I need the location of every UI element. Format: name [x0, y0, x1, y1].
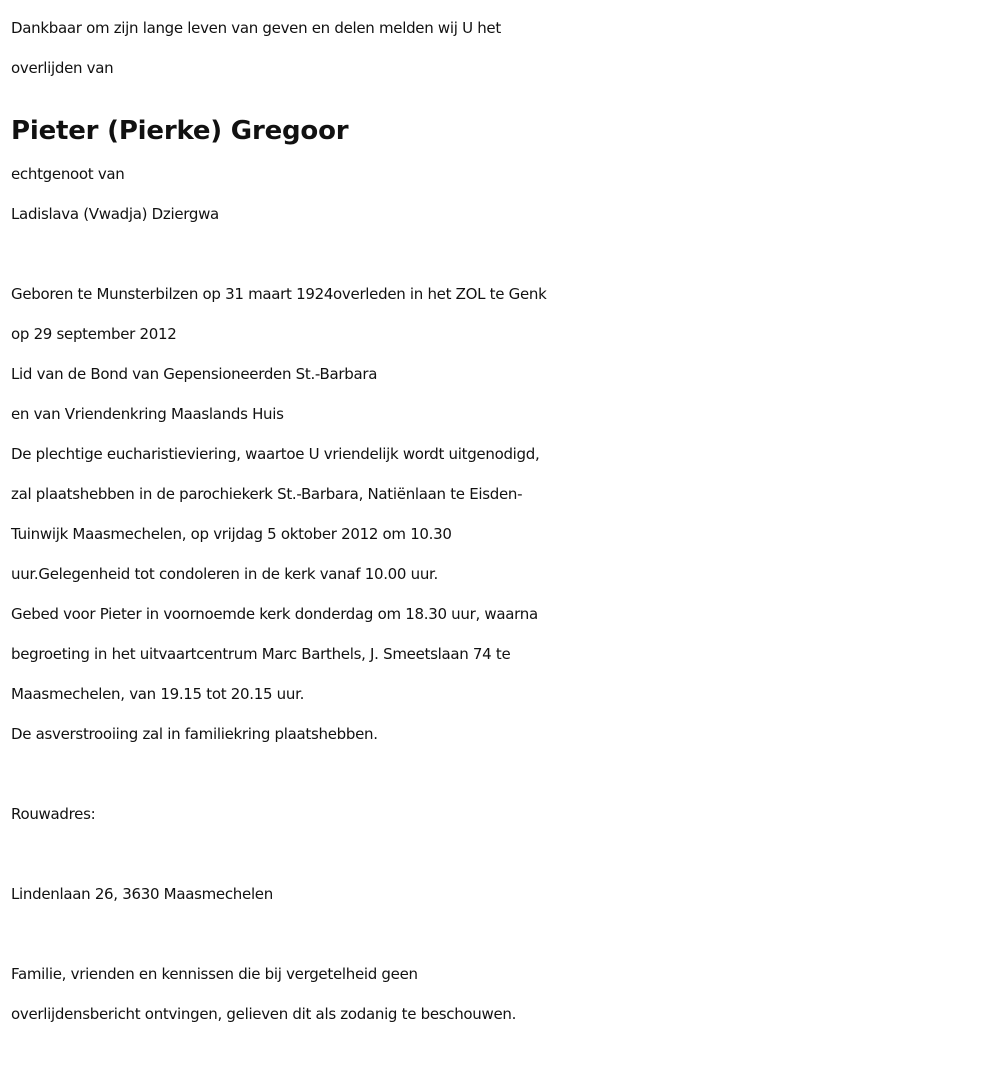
- intro-line: overlijden van: [11, 59, 114, 77]
- details-line: De asverstrooiing zal in familiekring plaatshebben.: [11, 725, 378, 743]
- details-line: en van Vriendenkring Maaslands Huis: [11, 405, 284, 423]
- intro-section: [11, 8, 990, 88]
- details-line: op 29 september 2012: [11, 325, 177, 343]
- deceased-name: Pieter (Pierke) Gregoor: [11, 116, 349, 146]
- address-label: Rouwadres:: [11, 805, 96, 823]
- spacer: [11, 234, 990, 274]
- closing-line: overlijdensbericht ontvingen, gelieven dit als zodanig te beschouwen.: [11, 1005, 517, 1023]
- details-line: Maasmechelen, van 19.15 tot 20.15 uur.: [11, 685, 305, 703]
- spacer: [11, 834, 990, 874]
- details-section: [11, 274, 990, 754]
- spacer: [11, 914, 990, 954]
- intro-line: Dankbaar om zijn lange leven van geven en delen melden wij U het: [11, 19, 501, 37]
- address: Lindenlaan 26, 3630 Maasmechelen: [11, 885, 273, 903]
- spouse-relation: echtgenoot van: [11, 165, 125, 183]
- details-line: De plechtige eucharistieviering, waartoe U vriendelijk wordt uitgenodigd,: [11, 445, 540, 463]
- details-line: begroeting in het uitvaartcentrum Marc Barthels, J. Smeetslaan 74 te: [11, 645, 511, 663]
- details-line: Lid van de Bond van Gepensioneerden St.-Barbara: [11, 365, 378, 383]
- details-line: Geboren te Munsterbilzen op 31 maart 1924overleden in het ZOL te Genk: [11, 285, 547, 303]
- spouse-name: Ladislava (Vwadja) Dziergwa: [11, 205, 219, 223]
- closing-section: [11, 954, 990, 1034]
- details-line: Gebed voor Pieter in voornoemde kerk donderdag om 18.30 uur, waarna: [11, 605, 538, 623]
- spacer: [11, 754, 990, 794]
- details-line: Tuinwijk Maasmechelen, op vrijdag 5 oktober 2012 om 10.30: [11, 525, 452, 543]
- spouse-section: [11, 154, 990, 234]
- details-line: zal plaatshebben in de parochiekerk St.-Barbara, Natiënlaan te Eisden-: [11, 485, 523, 503]
- details-line: uur.Gelegenheid tot condoleren in de kerk vanaf 10.00 uur.: [11, 565, 439, 583]
- closing-line: Familie, vrienden en kennissen die bij vergetelheid geen: [11, 965, 418, 983]
